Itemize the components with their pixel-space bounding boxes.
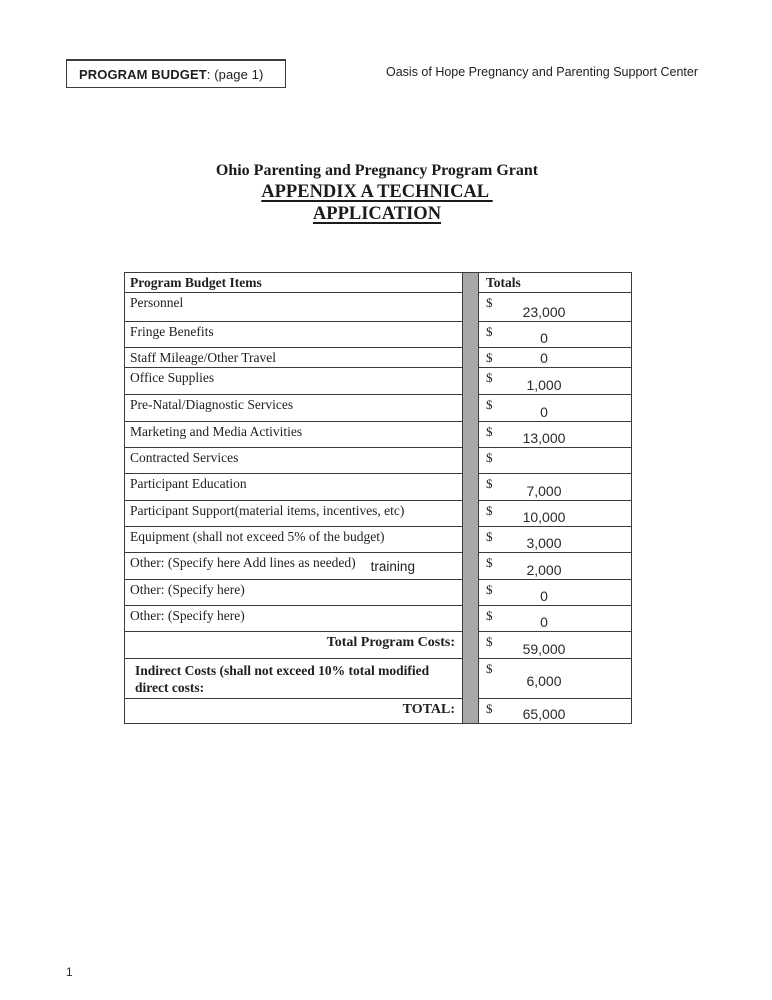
- gray-divider-column: [462, 500, 479, 526]
- page-indicator: : (page 1): [206, 66, 264, 82]
- table-row: [125, 347, 631, 367]
- table-row: [125, 526, 631, 552]
- gray-divider-column: [462, 321, 479, 347]
- program-budget-label: PROGRAM BUDGET: [79, 66, 207, 82]
- row-label: Other: (Specify here): [125, 605, 462, 631]
- gray-divider-column: [462, 579, 479, 605]
- column-header-totals: Totals: [486, 275, 521, 290]
- row-label: Total Program Costs:: [125, 631, 462, 658]
- gray-divider-column: [462, 552, 479, 579]
- row-label: Other: (Specify here Add lines as needed): [130, 555, 356, 570]
- currency-symbol: $: [486, 397, 493, 412]
- page-number: 1: [66, 965, 73, 979]
- gray-divider-column: [462, 631, 479, 658]
- row-amount: 0: [540, 614, 548, 630]
- row-amount: 0: [540, 404, 548, 420]
- gray-divider-column: [462, 658, 479, 698]
- filled-in-specify-text: training: [370, 559, 415, 574]
- row-amount: 65,000: [522, 706, 566, 722]
- row-amount: 0: [540, 350, 548, 366]
- row-amount: 1,000: [526, 377, 562, 393]
- row-amount: 59,000: [522, 641, 566, 657]
- program-budget-header-box: [66, 59, 286, 88]
- currency-symbol: $: [486, 370, 493, 385]
- table-row: [125, 447, 631, 473]
- currency-symbol: $: [486, 476, 493, 491]
- row-amount: 13,000: [522, 430, 566, 446]
- table-row: [125, 605, 631, 631]
- row-label: Other: (Specify here): [125, 579, 462, 605]
- gray-divider-column: [462, 526, 479, 552]
- currency-symbol: $: [486, 529, 493, 544]
- total-program-costs-row: [125, 631, 631, 658]
- program-budget-table: [124, 272, 632, 724]
- gray-divider-column: [462, 394, 479, 421]
- row-amount: 23,000: [522, 304, 566, 320]
- row-amount: 6,000: [526, 673, 562, 689]
- currency-symbol: $: [486, 295, 493, 310]
- gray-divider-column: [462, 273, 479, 292]
- gray-divider-column: [462, 347, 479, 367]
- table-header-row: [125, 273, 631, 292]
- currency-symbol: $: [486, 350, 493, 365]
- row-label: Pre-Natal/Diagnostic Services: [125, 394, 462, 421]
- gray-divider-column: [462, 421, 479, 447]
- row-amount: 3,000: [526, 535, 562, 551]
- table-row: [125, 292, 631, 321]
- organization-name: Oasis of Hope Pregnancy and Parenting Support Center: [386, 65, 698, 79]
- row-label: TOTAL:: [125, 698, 462, 723]
- gray-divider-column: [462, 447, 479, 473]
- table-row: [125, 394, 631, 421]
- appendix-title-line2: APPLICATION: [312, 204, 442, 224]
- gray-divider-column: [462, 473, 479, 500]
- currency-symbol: $: [486, 661, 493, 676]
- indirect-costs-row: [125, 658, 631, 698]
- gray-divider-column: [462, 292, 479, 321]
- gray-divider-column: [462, 367, 479, 394]
- row-label: Fringe Benefits: [125, 321, 462, 347]
- grand-total-row: [125, 698, 631, 723]
- currency-symbol: $: [486, 555, 493, 570]
- gray-divider-column: [462, 605, 479, 631]
- table-row: [125, 579, 631, 605]
- currency-symbol: $: [486, 634, 493, 649]
- row-label: Contracted Services: [125, 447, 462, 473]
- column-header-items: Program Budget Items: [130, 275, 262, 290]
- row-amount: 7,000: [526, 483, 562, 499]
- row-label: Equipment (shall not exceed 5% of the budget): [125, 526, 462, 552]
- table-row: [125, 552, 631, 579]
- row-label: Office Supplies: [125, 367, 462, 394]
- gray-divider-column: [462, 698, 479, 723]
- table-row: [125, 473, 631, 500]
- currency-symbol: $: [486, 450, 493, 465]
- table-row: [125, 321, 631, 347]
- row-label: Participant Support(material items, incentives, etc): [125, 500, 462, 526]
- table-row: [125, 421, 631, 447]
- row-label: Staff Mileage/Other Travel: [125, 347, 462, 367]
- table-row: [125, 367, 631, 394]
- row-label: Participant Education: [125, 473, 462, 500]
- currency-symbol: $: [486, 424, 493, 439]
- row-label: Personnel: [125, 292, 462, 321]
- row-amount: 10,000: [522, 509, 566, 525]
- row-label: Marketing and Media Activities: [125, 421, 462, 447]
- document-title: [0, 161, 754, 225]
- currency-symbol: $: [486, 503, 493, 518]
- currency-symbol: $: [486, 582, 493, 597]
- currency-symbol: $: [486, 608, 493, 623]
- currency-symbol: $: [486, 324, 493, 339]
- row-amount: 0: [540, 588, 548, 604]
- row-label: Indirect Costs (shall not exceed 10% total modified direct costs:: [125, 658, 462, 698]
- row-amount: 2,000: [526, 562, 562, 578]
- currency-symbol: $: [486, 701, 493, 716]
- table-row: [125, 500, 631, 526]
- row-amount: 0: [540, 330, 548, 346]
- grant-program-title: Ohio Parenting and Pregnancy Program Grant: [215, 162, 539, 179]
- appendix-title-line1: APPENDIX A TECHNICAL: [261, 182, 493, 202]
